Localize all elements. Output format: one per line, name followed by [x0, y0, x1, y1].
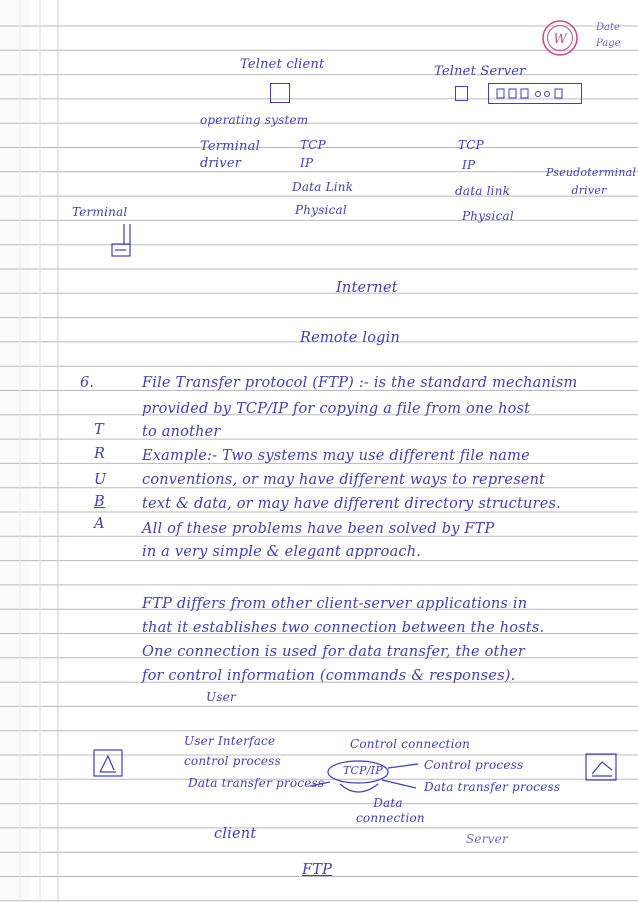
para1-line-1: File Transfer protocol (FTP) :- is the standard mechanism — [142, 375, 578, 391]
margin-letter-t: T — [94, 422, 104, 438]
client-data-transfer-label: Data transfer process — [188, 776, 325, 790]
section-number: 6. — [80, 375, 95, 391]
date-label: Date — [596, 22, 620, 33]
client-label: client — [214, 826, 257, 842]
telnet-server-title: Telnet Server — [434, 64, 526, 79]
server-control-process-label: Control process — [424, 758, 524, 772]
page-label: Page — [596, 38, 621, 49]
terminal-icon — [104, 222, 144, 262]
terminal-label: Terminal — [72, 205, 128, 219]
para1-line-4: Example:- Two systems may use different file name — [142, 448, 530, 464]
tcpip-label: TCP/IP — [343, 764, 383, 777]
server-ip: IP — [462, 158, 476, 172]
client-physical: Physical — [295, 203, 347, 217]
server-small-box — [455, 86, 468, 101]
client-window-box — [270, 83, 290, 103]
client-datalink: Data Link — [292, 180, 354, 194]
ftp-caption: FTP — [302, 862, 333, 878]
para1-line-2: provided by TCP/IP for copying a file from one host — [142, 401, 531, 417]
pseudoterminal-driver-label: Pseudoterminal driver — [546, 166, 637, 197]
server-label: Server — [466, 832, 508, 846]
para2-line-2: that it establishes two connection between the hosts. — [142, 620, 545, 636]
para1-line-8: in a very simple & elegant approach. — [142, 544, 422, 560]
internet-label: Internet — [336, 280, 398, 296]
server-tcp: TCP — [458, 138, 484, 152]
notebook-logo — [540, 18, 580, 62]
control-connection-label: Control connection — [350, 737, 471, 751]
margin-letter-a: A — [94, 516, 105, 532]
para1-line-5: conventions, or may have different ways to represent — [142, 472, 546, 488]
client-ip: IP — [300, 156, 314, 170]
para2-line-3: One connection is used for data transfer, the other — [142, 644, 526, 660]
server-terminal-icon — [584, 752, 620, 784]
user-label: User — [206, 690, 236, 704]
logo-letter: W — [553, 32, 567, 47]
data-connection-label: Data connection — [356, 796, 425, 825]
client-control-process-label: control process — [184, 754, 281, 768]
margin-letter-u: U — [94, 472, 107, 488]
para1-line-7: All of these problems have been solved by FTP — [142, 521, 495, 537]
margin-letter-r: R — [94, 446, 106, 462]
server-window-box — [488, 83, 582, 104]
terminal-driver-label: Terminal driver — [200, 139, 260, 171]
server-data-transfer-label: Data transfer process — [424, 780, 561, 794]
para1-line-3: to another — [142, 424, 221, 440]
para1-line-6: text & data, or may have different directory structures. — [142, 496, 561, 512]
remote-login-label: Remote login — [300, 330, 401, 346]
operating-system-label: operating system — [200, 113, 309, 127]
user-interface-label: User Interface — [184, 734, 276, 748]
server-datalink: data link — [455, 184, 511, 198]
para2-line-4: for control information (commands & responses). — [142, 668, 516, 684]
margin-letter-b: B — [94, 494, 105, 510]
server-physical: Physical — [462, 209, 514, 223]
client-tcp: TCP — [300, 138, 326, 152]
client-terminal-icon — [92, 748, 126, 780]
para2-line-1: FTP differs from other client-server applications in — [142, 596, 528, 612]
telnet-client-title: Telnet client — [240, 57, 325, 72]
